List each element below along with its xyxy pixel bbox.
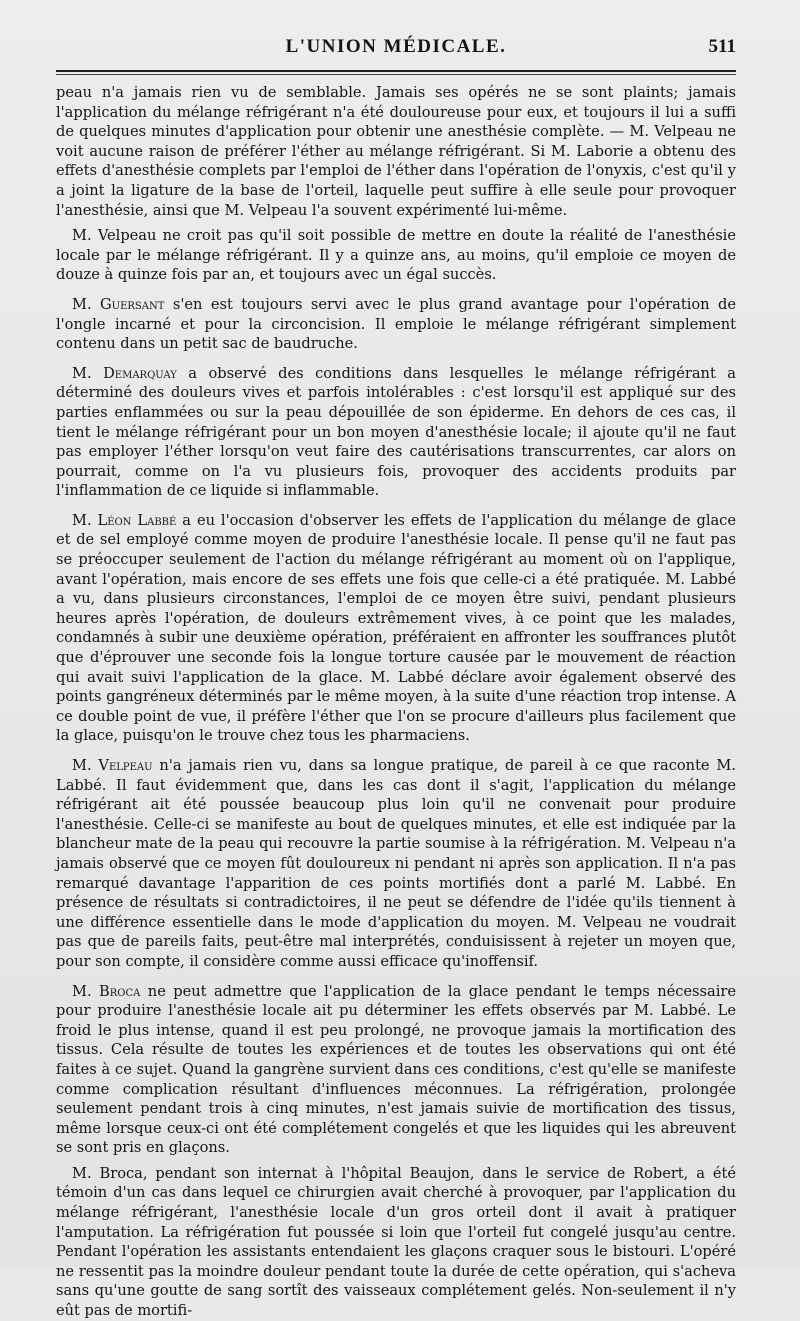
- paragraph-guersant: [56, 295, 736, 354]
- speaker-name: M. Broca: [72, 982, 141, 1000]
- paragraph-labbe: [56, 511, 736, 746]
- paragraph-broca-2: [56, 1164, 736, 1321]
- running-head: [56, 36, 736, 66]
- journal-title: L'UNION MÉDICALE.: [285, 36, 507, 57]
- paragraph-text: , pendant son internat à l'hôpital Beaujon, dans le service de Robert, a été témoin d'un cas dans lequel ce chirurgien avait cherché à provoquer, par l'application du mélange réfrigérant, l'anesthésie locale d'un gros orteil dont il avait à pratiquer l'amputation. La réfrigération fut poussée si loin que l'orteil fut congelé jusqu'au centre. Pendant l'opération les assistants entendaient les glaçons craquer sous le bistouri. L'opéré ne ressentit pas la moindre douleur pendant toute la durée de cette opération, qui s'acheva sans qu'une goutte de sang sortît des vaisseaux complétement gelés. Non-seulement il n'y eût pas de mortifi-: [56, 1164, 736, 1320]
- paragraph-text: s'en est toujours servi avec le plus grand avantage pour l'opération de l'ongle incarné et pour la circoncision. Il emploie le mélange réfrigérant simplement contenu dans un petit sac de baudruche.: [56, 295, 736, 353]
- paragraph-velpeau-1: [56, 226, 736, 285]
- speaker-name: M. Demarquay: [72, 364, 177, 382]
- paragraph-continuation: [56, 83, 736, 220]
- speaker-name: M. Léon Labbé: [72, 511, 177, 529]
- paragraph-text: a observé des conditions dans lesquelles le mélange réfrigérant a déterminé des douleurs vives et parfois intolérables : c'est lorsqu'il est appliqué sur des parties enflammées ou sur la peau dépouillée de son épiderme. En dehors de ces cas, il tient le mélange réfrigérant pour un bon moyen d'anesthésie locale; il ajoute qu'il ne faut pas employer l'éther lorsqu'on veut faire des cautérisations transcurrentes, car alors on pourrait, comme on l'a vu plusieurs fois, provoquer des accidents produits par l'inflammation de ce liquide si inflammable.: [56, 364, 736, 500]
- article-body: [56, 83, 736, 1321]
- paragraph-text: M. Velpeau ne croit pas qu'il soit possible de mettre en doute la réalité de l'anesthésie locale par le mélange réfrigérant. Il y a quinze ans, au moins, qu'il emploie ce moyen de douze à quinze fois par an, et toujours avec un égal succès.: [56, 227, 736, 284]
- speaker-name: M. Velpeau: [72, 757, 153, 774]
- paragraph-broca-1: [56, 982, 736, 1158]
- paragraph-text: peau n'a jamais rien vu de semblable. Jamais ses opérés ne se sont plaints; jamais l'application du mélange réfrigérant n'a été douloureuse pour eux, et toujours il lui a suffi de quelques minutes d'application pour obtenir une anesthésie complète. — M. Velpeau ne voit aucune raison de préférer l'éther au mélange réfrigérant. Si M. Laborie a obtenu des effets d'anesthésie complets par l'emploi de l'éther dans l'opération de l'onyxis, c'est qu'il y a joint la ligature de la base de l'orteil, laquelle peut suffire à elle seule pour provoquer l'anesthésie, ainsi que M. Velpeau l'a souvent expérimenté lui-même.: [56, 84, 736, 219]
- speaker-name: M. Guersant: [72, 295, 165, 313]
- paragraph-text: a eu l'occasion d'observer les effets de l'application du mélange de glace et de sel employé comme moyen de produire l'anesthésie locale. Il pense qu'il ne faut pas se préoccuper seulement de l'action du mélange réfrigérant au moment où on l'applique, avant l'opération, mais encore de ses effets une fois que celle-ci a été pratiquée. M. Labbé a vu, dans plusieurs circonstances, l'emploi de ce moyen être suivi, pendant plusieurs heures après l'opération, de douleurs extrêmement vives, à ce point que les malades, condamnés à subir une deuxième opération, préféraient en affronter les souffrances plutôt que d'éprouver une seconde fois la longue torture causée par le mouvement de réaction qui avait suivi l'application de la glace. M. Labbé déclare avoir également observé des points gangréneux déterminés par le même moyen, à la suite d'une réaction trop intense. A ce double point de vue, il préfère l'éther que l'on se procure d'ailleurs plus facilement que la glace, puisqu'on le trouve chez tous les pharmaciens.: [56, 511, 736, 745]
- speaker-name: M. Broca: [72, 1164, 143, 1182]
- paragraph-text: ne peut admettre que l'application de la glace pendant le temps nécessaire pour produire l'anesthésie locale ait pu déterminer les effets observés par M. Labbé. Le froid le plus intense, quand il est peu prolongé, ne provoque jamais la mortification des tissus. Cela résulte de toutes les expériences et de toutes les observations qui ont été faites à ce sujet. Quand la gangrène survient dans ces conditions, c'est qu'elle se manifeste comme complication résultant d'influences méconnues. La réfrigération, prolongée seulement pendant trois à cinq minutes, n'est jamais suivie de mortification des tissus, même lorsque ceux-ci ont été complétement congelés et que les liquides qui les abreuvent se sont pris en glaçons.: [56, 982, 736, 1157]
- header-rule-thin: [56, 74, 736, 75]
- paragraph-demarquay: [56, 364, 736, 501]
- paragraph-velpeau-2: [56, 756, 736, 972]
- paragraph-text: n'a jamais rien vu, dans sa longue pratique, de pareil à ce que raconte M. Labbé. Il faut évidemment que, dans les cas dont il s'agit, l'application du mélange réfrigérant ait été poussée beaucoup plus loin qu'il ne convenait pour produire l'anesthésie. Celle-ci se manifeste au bout de quelques minutes, et elle est indiquée par la blancheur mate de la peau qui recouvre la partie soumise à la réfrigération. M. Velpeau n'a jamais observé que ce moyen fût douloureux ni pendant ni après son application. Il n'a pas remarqué davantage l'apparition de ces points mortifiés dont a parlé M. Labbé. En présence de résultats si contradictoires, il ne peut se défendre de l'idée qu'ils tiennent à une différence essentielle dans le mode d'application du moyen. M. Velpeau ne voudrait pas que de pareils faits, peut-être mal interprétés, conduisissent à rejeter un moyen que, pour son compte, il considère comme aussi efficace qu'inoffensif.: [56, 757, 736, 970]
- header-rule: [56, 70, 736, 72]
- page-number: 511: [708, 36, 736, 57]
